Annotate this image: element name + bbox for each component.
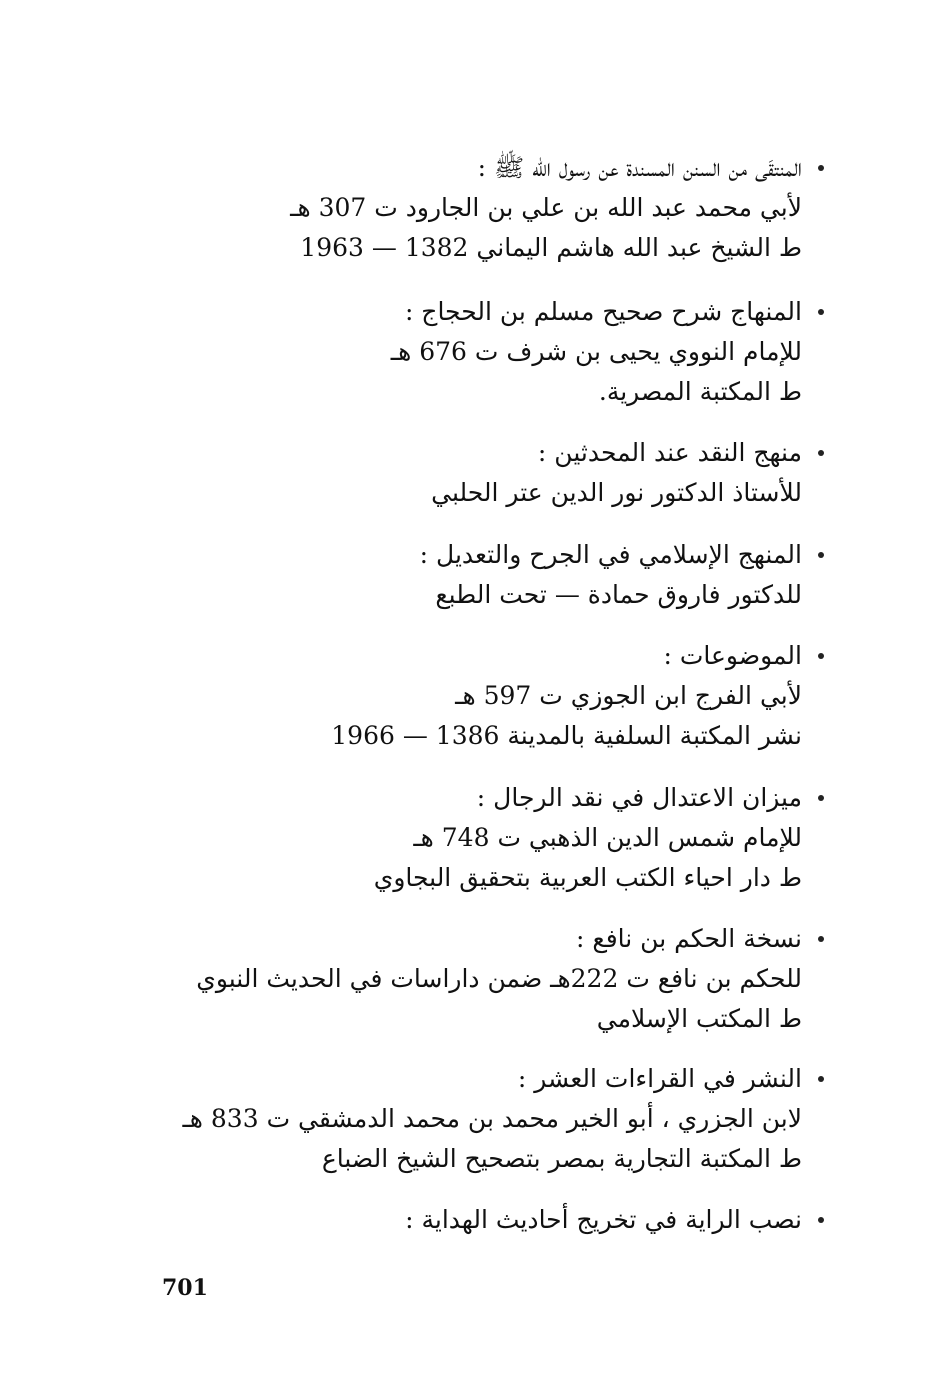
entry-line: للإمام النووي يحيى بن شرف ت 676 هـ	[390, 337, 802, 366]
entry-line: لابن الجزري ، أبو الخير محمد بن محمد الدمشقي ت 833 هـ	[182, 1104, 802, 1133]
bibliography-entry	[391, 292, 824, 412]
entry-line: ط المكتب الإسلامي	[596, 1004, 802, 1033]
entry-line: للأستاذ الدكتور نور الدين عتر الحلبي	[431, 478, 802, 507]
entry-line: ط دار احياء الكتب العربية بتحقيق البجاوي	[373, 863, 802, 892]
entry-line: لأبي الفرج ابن الجوزي ت 597 هـ	[455, 681, 802, 710]
entry-title: نصب الراية في تخريج أحاديث الهداية :	[405, 1200, 824, 1240]
entry-title: المنهج الإسلامي في الجرح والتعديل :	[420, 535, 824, 575]
bibliography-entry	[405, 1200, 824, 1240]
bibliography-entry	[420, 535, 824, 615]
entry-title: ميزان الاعتدال في نقد الرجال :	[374, 778, 824, 818]
bibliography-entry	[431, 433, 824, 513]
bibliography-entry	[182, 1059, 824, 1179]
entry-line: ط المكتبة التجارية بمصر بتصحيح الشيخ الضباع	[321, 1144, 802, 1173]
entry-line: للإمام شمس الدين الذهبي ت 748 هـ	[413, 823, 802, 852]
bibliography-entry	[196, 919, 824, 1039]
entry-line: ط المكتبة المصرية.	[598, 377, 802, 406]
entry-line: نشر المكتبة السلفية بالمدينة 1386 — 1966	[331, 721, 802, 750]
entry-title: الموضوعات :	[331, 636, 824, 676]
entry-line: ط الشيخ عبد الله هاشم اليماني 1382 — 1963	[300, 233, 802, 262]
entry-line: للحكم بن نافع ت 222هـ ضمن داراسات في الحديث النبوي	[196, 964, 802, 993]
entry-line: لأبي محمد عبد الله بن علي بن الجارود ت 307 هـ	[290, 193, 802, 222]
entry-title: المنهاج شرح صحيح مسلم بن الحجاج :	[391, 292, 824, 332]
entry-title: نسخة الحكم بن نافع :	[196, 919, 824, 959]
bibliography-entry	[374, 778, 824, 898]
entry-title: النشر في القراءات العشر :	[182, 1059, 824, 1099]
entry-title: المنتقَى من السنن المسندة عن رسول الله ﷺ :	[290, 148, 824, 188]
entry-title: منهج النقد عند المحدثين :	[431, 433, 824, 473]
bibliography-entry	[290, 148, 824, 268]
page-number: 701	[162, 1275, 208, 1301]
bibliography-entry	[331, 636, 824, 756]
entry-line: للدكتور فاروق حمادة — تحت الطبع	[435, 580, 802, 609]
